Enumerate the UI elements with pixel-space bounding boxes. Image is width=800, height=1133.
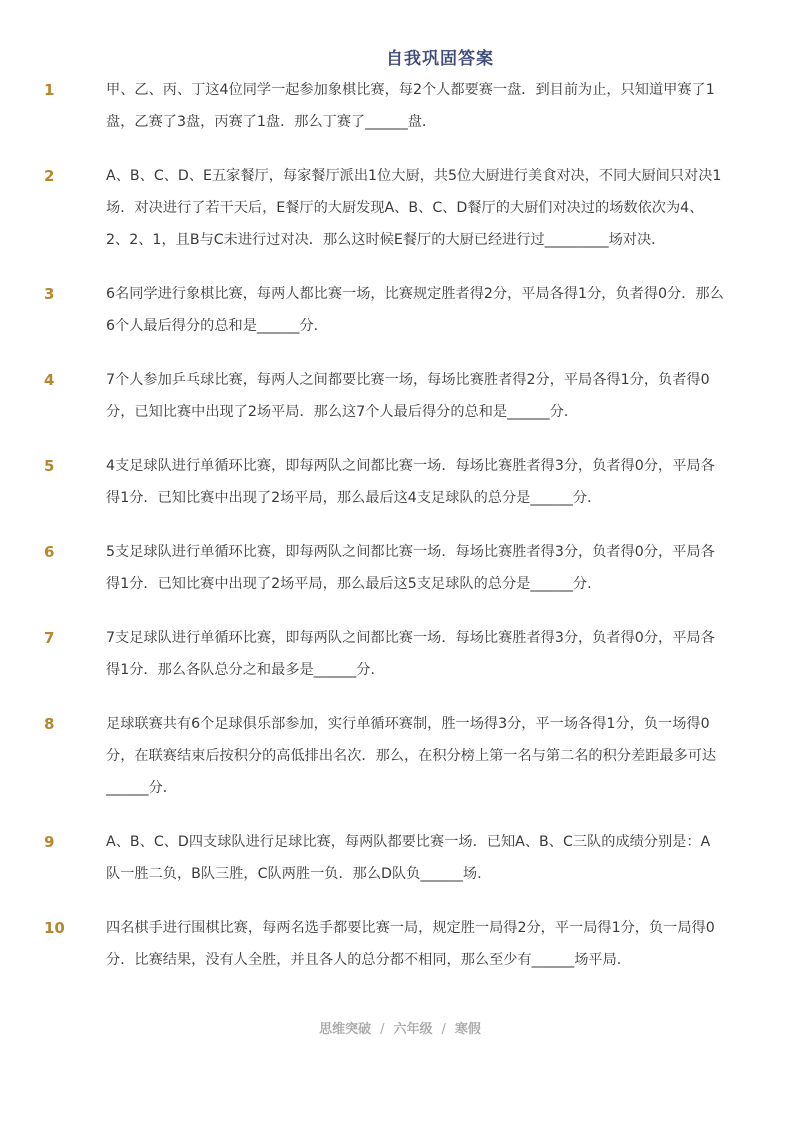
footer-separator: / [441, 1022, 446, 1037]
page-footer [0, 1018, 800, 1037]
question-number: 5 [44, 457, 55, 475]
question-text: 足球联赛共有6个足球俱乐部参加，实行单循环赛制，胜一场得3分，平一场各得1分，负一场得0分，在联赛结束后按积分的高低排出名次．那么，在积分榜上第一名与第二名的积分差距最多可达______分． [106, 716, 717, 796]
page-title: 自我巩固答案 [386, 49, 494, 69]
question-1 [0, 74, 800, 138]
footer-separator: / [380, 1022, 385, 1037]
question-2 [0, 160, 800, 256]
footer-grade: 六年级 [393, 1022, 433, 1037]
question-7 [0, 622, 800, 686]
footer-term: 寒假 [454, 1022, 481, 1037]
question-text: 5支足球队进行单循环比赛，即每两队之间都比赛一场．每场比赛胜者得3分，负者得0分，平局各得1分．已知比赛中出现了2场平局，那么最后这5支足球队的总分是______分. [106, 544, 715, 592]
question-number: 2 [44, 167, 55, 185]
question-4 [0, 364, 800, 428]
question-number: 10 [44, 919, 65, 937]
question-text: 甲、乙、丙、丁这4位同学一起参加象棋比赛，每2个人都要赛一盘．到目前为止，只知道甲赛了1盘，乙赛了3盘，丙赛了1盘．那么丁赛了______盘． [106, 82, 715, 130]
question-text: 4支足球队进行单循环比赛，即每两队之间都比赛一场．每场比赛胜者得3分，负者得0分，平局各得1分．已知比赛中出现了2场平局，那么最后这4支足球队的总分是______分． [106, 458, 715, 506]
question-number: 3 [44, 285, 55, 303]
question-text: 7个人参加乒乓球比赛，每两人之间都要比赛一场，每场比赛胜者得2分，平局各得1分，负者得0分，已知比赛中出现了2场平局．那么这7个人最后得分的总和是______分． [106, 372, 710, 420]
question-number: 1 [44, 81, 55, 99]
question-number: 7 [44, 629, 55, 647]
question-9 [0, 826, 800, 890]
question-5 [0, 450, 800, 514]
question-6 [0, 536, 800, 600]
question-number: 4 [44, 371, 55, 389]
question-text: 四名棋手进行围棋比赛，每两名选手都要比赛一局，规定胜一局得2分，平一局得1分，负一局得0分．比赛结果，没有人全胜，并且各人的总分都不相同，那么至少有______场平局. [106, 920, 715, 968]
question-text: 6名同学进行象棋比赛，每两人都比赛一场，比赛规定胜者得2分，平局各得1分，负者得0分．那么6个人最后得分的总和是______分． [106, 286, 724, 334]
question-number: 6 [44, 543, 55, 561]
question-text: A、B、C、D四支球队进行足球比赛，每两队都要比赛一场．已知A、B、C三队的成绩分别是：A队一胜二负，B队三胜，C队两胜一负．那么D队负______场. [106, 834, 711, 882]
question-number: 8 [44, 715, 55, 733]
question-3 [0, 278, 800, 342]
question-10 [0, 912, 800, 976]
question-text: A、B、C、D、E五家餐厅，每家餐厅派出1位大厨，共5位大厨进行美食对决，不同大厨间只对决1场．对决进行了若干天后，E餐厅的大厨发现A、B、C、D餐厅的大厨们对决过的场数依次为4、2、2、1，且B与C未进行过对决．那么这时候E餐厅的大厨已经进行过_________场对决． [106, 168, 722, 248]
question-text: 7支足球队进行单循环比赛，即每两队之间都比赛一场．每场比赛胜者得3分，负者得0分，平局各得1分．那么各队总分之和最多是______分. [106, 630, 715, 678]
question-list [0, 74, 800, 976]
question-number: 9 [44, 833, 55, 851]
question-8 [0, 708, 800, 804]
footer-series: 思维突破 [319, 1022, 372, 1037]
